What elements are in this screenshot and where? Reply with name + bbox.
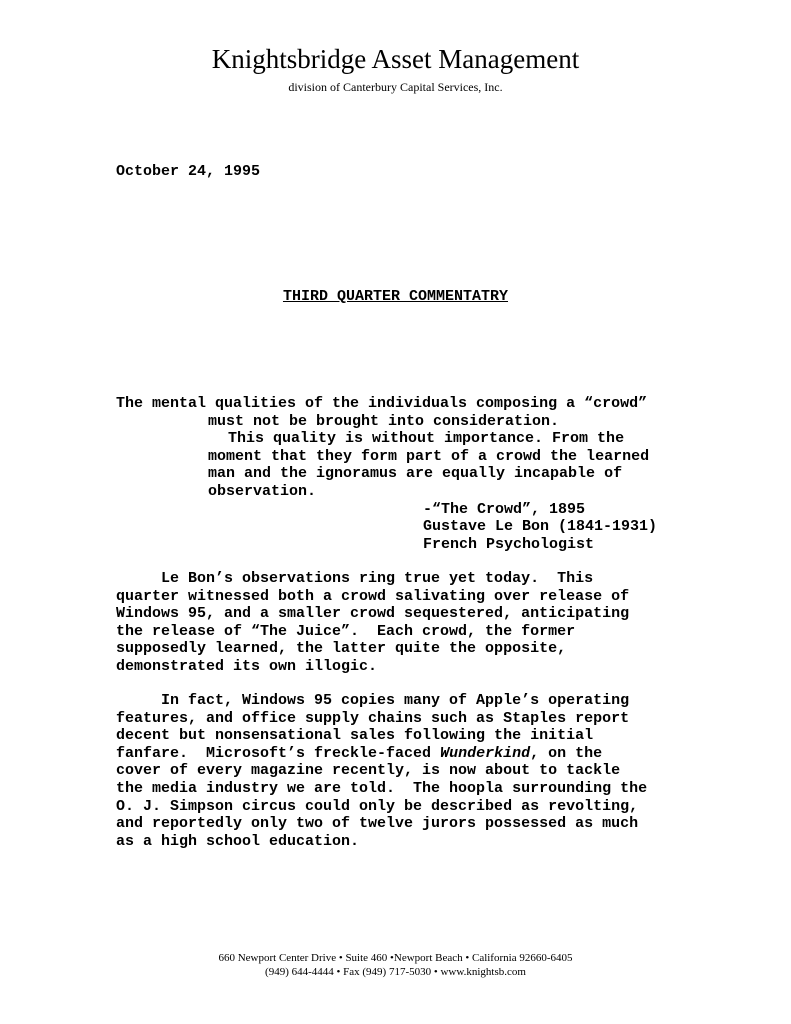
paragraph-line: features, and office supply chains such as Staples report — [116, 709, 630, 727]
letter-date: October 24, 1995 — [116, 163, 261, 180]
quote-attribution: -“The Crowd”, 1895 — [423, 500, 586, 518]
footer-address: 660 Newport Center Drive • Suite 460 •Newport Beach • California 92660-6405 — [218, 952, 573, 964]
division-line: division of Canterbury Capital Services, Inc. — [288, 80, 503, 94]
quote-line: man and the ignoramus are equally incapable of — [208, 465, 623, 483]
commentary-heading: THIRD QUARTER COMMENTATRY — [282, 288, 509, 305]
footer-contact: (949) 644-4444 • Fax (949) 717-5030 • www.knightsb.com — [265, 966, 526, 978]
paragraph-line — [116, 745, 676, 763]
quote-line: must not be brought into consideration. — [208, 412, 560, 430]
paragraph-line: and reportedly only two of twelve jurors possessed as much — [116, 815, 639, 833]
paragraph-line: Windows 95, and a smaller crowd sequestered, anticipating — [116, 605, 630, 623]
paragraph-line: cover of every magazine recently, is now about to tackle — [116, 762, 621, 780]
epigraph-quote — [116, 395, 696, 553]
body-paragraph — [116, 692, 676, 850]
company-name: Knightsbridge Asset Management — [211, 44, 580, 74]
paragraph-line-end: , on the — [530, 744, 603, 762]
paragraph-line: demonstrated its own illogic. — [116, 657, 378, 675]
quote-line: observation. — [208, 482, 317, 500]
quote-line: The mental qualities of the individuals composing a “crowd” — [116, 395, 648, 412]
paragraph-line: Le Bon’s observations ring true yet today. This — [116, 570, 594, 587]
quote-line: This quality is without importance. From the — [228, 430, 625, 448]
paragraph-line: O. J. Simpson circus could only be described as revolting, — [116, 797, 639, 815]
paragraph-line: the release of “The Juice”. Each crowd, the former — [116, 622, 576, 640]
italic-word: Wunderkind — [440, 744, 531, 762]
paragraph-line: supposedly learned, the latter quite the opposite, — [116, 640, 567, 658]
quote-attribution: French Psychologist — [423, 535, 595, 553]
quote-attribution: Gustave Le Bon (1841-1931) — [423, 518, 658, 536]
quote-line: moment that they form part of a crowd the learned — [208, 447, 650, 465]
paragraph-line: decent but nonsensational sales following the initial — [116, 727, 594, 745]
paragraph-line: quarter witnessed both a crowd salivating over release of — [116, 587, 630, 605]
body-paragraph — [116, 570, 676, 676]
footer — [0, 951, 791, 979]
paragraph-line-start: fanfare. Microsoft’s freckle-faced — [116, 744, 441, 762]
paragraph-line: In fact, Windows 95 copies many of Apple’s operating — [116, 692, 630, 709]
paragraph-line: the media industry we are told. The hoopla surrounding the — [116, 779, 648, 797]
paragraph-line: as a high school education. — [116, 832, 360, 850]
